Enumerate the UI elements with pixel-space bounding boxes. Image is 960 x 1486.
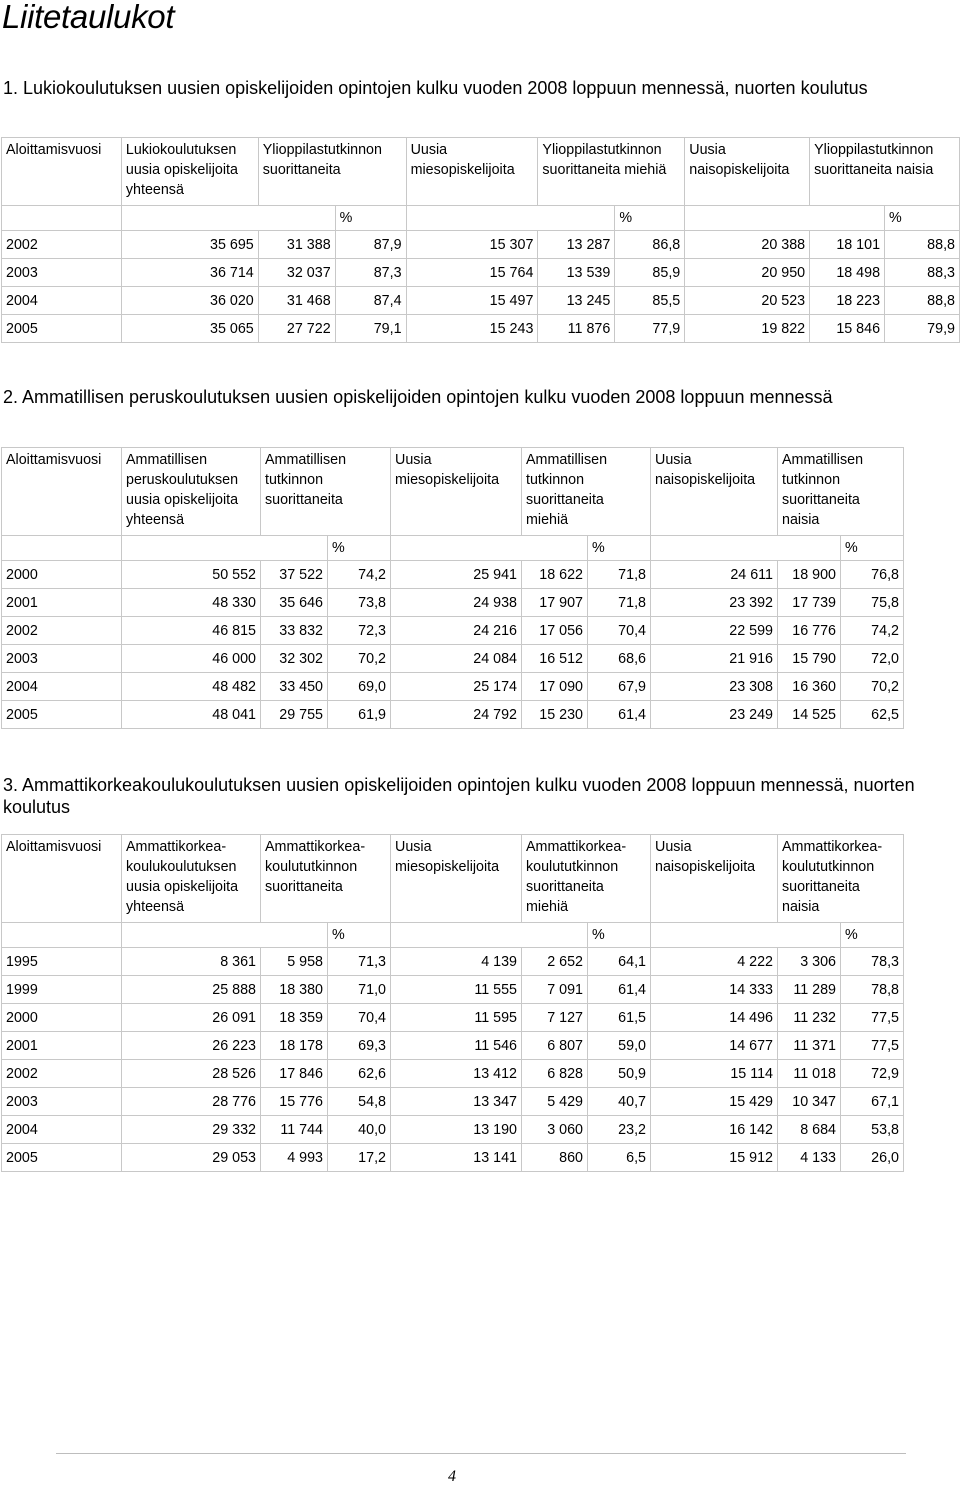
- cell-female-completed: 15 790: [778, 645, 841, 673]
- cell-total-new: 36 714: [121, 259, 258, 287]
- cell-female-new: 14 677: [651, 1032, 778, 1060]
- percent-label: %: [328, 923, 391, 948]
- cell-completed: 31 468: [258, 287, 335, 315]
- cell-year: 2002: [2, 1060, 122, 1088]
- cell-total-new: 48 041: [122, 701, 261, 729]
- cell-male-completed-pct: 40,7: [588, 1088, 651, 1116]
- percent-label: %: [615, 206, 685, 231]
- cell-male-completed: 11 876: [538, 315, 615, 343]
- cell-female-completed-pct: 76,8: [841, 561, 904, 589]
- percent-row-blank: [685, 206, 885, 231]
- cell-year: 2005: [2, 701, 122, 729]
- page-number: 4: [448, 1468, 456, 1485]
- cell-female-completed-pct: 88,8: [885, 287, 960, 315]
- cell-completed-pct: 87,3: [335, 259, 406, 287]
- table-2-title: 2. Ammatillisen peruskoulutuksen uusien opiskelijoiden opintojen kulku vuoden 2008 loppuun mennessä: [3, 387, 833, 407]
- cell-female-new: 14 333: [651, 976, 778, 1004]
- cell-male-new: 11 555: [391, 976, 522, 1004]
- header-female-new: Uusia naisopiskelijoita: [651, 448, 778, 536]
- cell-female-completed: 10 347: [778, 1088, 841, 1116]
- percent-label: %: [841, 923, 904, 948]
- cell-completed-pct: 71,0: [328, 976, 391, 1004]
- header-year: Aloittamisvuosi: [2, 138, 122, 206]
- cell-female-completed-pct: 77,5: [841, 1032, 904, 1060]
- cell-male-completed: 6 828: [522, 1060, 588, 1088]
- cell-female-completed-pct: 88,3: [885, 259, 960, 287]
- percent-row-blank: [391, 923, 588, 948]
- cell-female-completed: 18 900: [778, 561, 841, 589]
- header-completed: Ylioppilastutkinnon suorittaneita: [258, 138, 406, 206]
- cell-completed: 32 037: [258, 259, 335, 287]
- cell-year: 2002: [2, 617, 122, 645]
- percent-row-blank: [122, 923, 328, 948]
- cell-year: 2000: [2, 561, 122, 589]
- cell-total-new: 25 888: [122, 976, 261, 1004]
- cell-completed: 32 302: [261, 645, 328, 673]
- cell-male-completed-pct: 23,2: [588, 1116, 651, 1144]
- cell-female-new: 20 388: [685, 231, 810, 259]
- table-row: [2, 673, 904, 701]
- cell-female-completed-pct: 75,8: [841, 589, 904, 617]
- cell-male-new: 15 243: [406, 315, 538, 343]
- cell-male-completed: 13 287: [538, 231, 615, 259]
- cell-total-new: 8 361: [122, 948, 261, 976]
- percent-row-blank: [2, 536, 122, 561]
- cell-completed: 35 646: [261, 589, 328, 617]
- cell-year: 2002: [2, 231, 122, 259]
- header-total-new: Lukiokoulutuksen uusia opiskelijoita yhteensä: [121, 138, 258, 206]
- cell-male-new: 11 546: [391, 1032, 522, 1060]
- table-row: [2, 701, 904, 729]
- header-female-completed: Ammatillisen tutkinnon suorittaneita naisia: [778, 448, 904, 536]
- cell-completed-pct: 79,1: [335, 315, 406, 343]
- percent-label: %: [588, 536, 651, 561]
- cell-total-new: 28 526: [122, 1060, 261, 1088]
- cell-male-completed-pct: 70,4: [588, 617, 651, 645]
- cell-female-completed: 18 223: [810, 287, 885, 315]
- cell-year: 2000: [2, 1004, 122, 1032]
- percent-label: %: [335, 206, 406, 231]
- header-male-completed: Ammatillisen tutkinnon suorittaneita miehiä: [522, 448, 651, 536]
- cell-total-new: 48 482: [122, 673, 261, 701]
- cell-completed: 18 359: [261, 1004, 328, 1032]
- cell-year: 2004: [2, 673, 122, 701]
- percent-label: %: [841, 536, 904, 561]
- cell-year: 2003: [2, 1088, 122, 1116]
- cell-female-new: 15 912: [651, 1144, 778, 1172]
- cell-year: 1999: [2, 976, 122, 1004]
- cell-completed: 4 993: [261, 1144, 328, 1172]
- cell-year: 2004: [2, 287, 122, 315]
- percent-row-blank: [651, 536, 841, 561]
- table-row: [2, 1116, 904, 1144]
- cell-total-new: 35 065: [121, 315, 258, 343]
- cell-year: 2004: [2, 1116, 122, 1144]
- cell-male-completed: 7 127: [522, 1004, 588, 1032]
- cell-year: 2005: [2, 1144, 122, 1172]
- cell-completed-pct: 74,2: [328, 561, 391, 589]
- cell-male-completed-pct: 68,6: [588, 645, 651, 673]
- cell-female-completed: 17 739: [778, 589, 841, 617]
- cell-male-new: 15 497: [406, 287, 538, 315]
- percent-label: %: [885, 206, 960, 231]
- cell-total-new: 46 000: [122, 645, 261, 673]
- cell-female-completed: 16 776: [778, 617, 841, 645]
- cell-female-completed-pct: 79,9: [885, 315, 960, 343]
- cell-male-new: 13 347: [391, 1088, 522, 1116]
- cell-male-completed-pct: 61,5: [588, 1004, 651, 1032]
- cell-male-new: 24 792: [391, 701, 522, 729]
- cell-male-completed: 16 512: [522, 645, 588, 673]
- cell-completed: 18 380: [261, 976, 328, 1004]
- cell-male-completed-pct: 64,1: [588, 948, 651, 976]
- cell-completed-pct: 17,2: [328, 1144, 391, 1172]
- cell-male-completed-pct: 85,9: [615, 259, 685, 287]
- cell-male-completed: 13 245: [538, 287, 615, 315]
- cell-female-completed-pct: 62,5: [841, 701, 904, 729]
- percent-row-blank: [2, 923, 122, 948]
- cell-female-completed-pct: 72,9: [841, 1060, 904, 1088]
- cell-completed-pct: 71,3: [328, 948, 391, 976]
- cell-completed: 33 450: [261, 673, 328, 701]
- header-female-new: Uusia naisopiskelijoita: [651, 835, 778, 923]
- cell-male-completed-pct: 71,8: [588, 589, 651, 617]
- cell-female-new: 15 429: [651, 1088, 778, 1116]
- cell-female-new: 20 950: [685, 259, 810, 287]
- cell-female-completed: 11 232: [778, 1004, 841, 1032]
- cell-male-completed: 6 807: [522, 1032, 588, 1060]
- header-male-completed: Ylioppilastutkinnon suorittaneita miehiä: [538, 138, 685, 206]
- cell-female-new: 14 496: [651, 1004, 778, 1032]
- cell-male-completed: 3 060: [522, 1116, 588, 1144]
- header-male-new: Uusia miesopiskelijoita: [391, 835, 522, 923]
- header-male-new: Uusia miesopiskelijoita: [391, 448, 522, 536]
- cell-female-completed: 3 306: [778, 948, 841, 976]
- table-row: [2, 1004, 904, 1032]
- cell-female-completed-pct: 53,8: [841, 1116, 904, 1144]
- cell-male-new: 24 216: [391, 617, 522, 645]
- cell-total-new: 26 091: [122, 1004, 261, 1032]
- cell-male-new: 24 938: [391, 589, 522, 617]
- header-completed: Ammattikorkea-koulututkinnon suorittaneita: [261, 835, 391, 923]
- table-1-title: 1. Lukiokoulutuksen uusien opiskelijoiden opintojen kulku vuoden 2008 loppuun mennessä, nuorten koulutus: [3, 78, 868, 98]
- cell-completed: 11 744: [261, 1116, 328, 1144]
- cell-completed-pct: 73,8: [328, 589, 391, 617]
- cell-completed: 18 178: [261, 1032, 328, 1060]
- cell-total-new: 48 330: [122, 589, 261, 617]
- cell-female-new: 4 222: [651, 948, 778, 976]
- cell-completed: 5 958: [261, 948, 328, 976]
- cell-female-new: 21 916: [651, 645, 778, 673]
- footer-divider: [56, 1453, 906, 1454]
- cell-male-completed-pct: 67,9: [588, 673, 651, 701]
- cell-female-new: 24 611: [651, 561, 778, 589]
- table-row: [2, 976, 904, 1004]
- cell-female-new: 22 599: [651, 617, 778, 645]
- percent-row-blank: [406, 206, 615, 231]
- cell-completed-pct: 70,2: [328, 645, 391, 673]
- cell-female-new: 23 392: [651, 589, 778, 617]
- table-row: [2, 259, 960, 287]
- cell-male-new: 25 174: [391, 673, 522, 701]
- cell-male-new: 15 307: [406, 231, 538, 259]
- cell-female-new: 15 114: [651, 1060, 778, 1088]
- cell-completed-pct: 54,8: [328, 1088, 391, 1116]
- cell-male-completed-pct: 61,4: [588, 976, 651, 1004]
- cell-female-new: 19 822: [685, 315, 810, 343]
- cell-male-completed: 860: [522, 1144, 588, 1172]
- cell-male-completed-pct: 86,8: [615, 231, 685, 259]
- cell-year: 2003: [2, 645, 122, 673]
- table-3: [1, 834, 904, 1172]
- cell-completed: 37 522: [261, 561, 328, 589]
- cell-female-completed: 15 846: [810, 315, 885, 343]
- cell-female-completed-pct: 67,1: [841, 1088, 904, 1116]
- page-title: Liitetaulukot: [2, 0, 175, 35]
- header-completed: Ammatillisen tutkinnon suorittaneita: [261, 448, 391, 536]
- cell-completed-pct: 62,6: [328, 1060, 391, 1088]
- cell-male-new: 4 139: [391, 948, 522, 976]
- cell-male-new: 11 595: [391, 1004, 522, 1032]
- cell-completed: 33 832: [261, 617, 328, 645]
- cell-completed: 29 755: [261, 701, 328, 729]
- table-1: [1, 137, 960, 343]
- cell-male-completed: 7 091: [522, 976, 588, 1004]
- cell-male-completed-pct: 77,9: [615, 315, 685, 343]
- header-year: Aloittamisvuosi: [2, 448, 122, 536]
- cell-male-completed-pct: 59,0: [588, 1032, 651, 1060]
- cell-female-completed-pct: 72,0: [841, 645, 904, 673]
- cell-female-completed-pct: 70,2: [841, 673, 904, 701]
- cell-completed-pct: 61,9: [328, 701, 391, 729]
- table-row: [2, 589, 904, 617]
- cell-female-completed-pct: 77,5: [841, 1004, 904, 1032]
- header-male-completed: Ammattikorkea-koulututkinnon suorittaneita miehiä: [522, 835, 651, 923]
- cell-male-new: 13 190: [391, 1116, 522, 1144]
- percent-label: %: [328, 536, 391, 561]
- header-year: Aloittamisvuosi: [2, 835, 122, 923]
- cell-female-new: 23 308: [651, 673, 778, 701]
- cell-year: 2001: [2, 1032, 122, 1060]
- cell-female-completed: 14 525: [778, 701, 841, 729]
- table-row: [2, 948, 904, 976]
- cell-male-completed-pct: 71,8: [588, 561, 651, 589]
- cell-male-new: 13 141: [391, 1144, 522, 1172]
- cell-female-completed: 11 289: [778, 976, 841, 1004]
- cell-completed-pct: 87,9: [335, 231, 406, 259]
- cell-completed: 31 388: [258, 231, 335, 259]
- cell-male-completed: 5 429: [522, 1088, 588, 1116]
- percent-row-blank: [122, 536, 328, 561]
- cell-female-completed-pct: 88,8: [885, 231, 960, 259]
- cell-female-new: 16 142: [651, 1116, 778, 1144]
- cell-completed: 27 722: [258, 315, 335, 343]
- header-female-new: Uusia naisopiskelijoita: [685, 138, 810, 206]
- table-row: [2, 561, 904, 589]
- cell-completed-pct: 87,4: [335, 287, 406, 315]
- cell-total-new: 29 332: [122, 1116, 261, 1144]
- cell-male-completed-pct: 61,4: [588, 701, 651, 729]
- cell-male-completed: 17 056: [522, 617, 588, 645]
- cell-male-new: 25 941: [391, 561, 522, 589]
- table-row: [2, 617, 904, 645]
- cell-total-new: 50 552: [122, 561, 261, 589]
- cell-total-new: 35 695: [121, 231, 258, 259]
- table-row: [2, 315, 960, 343]
- cell-completed: 17 846: [261, 1060, 328, 1088]
- cell-female-completed: 8 684: [778, 1116, 841, 1144]
- cell-female-completed: 18 498: [810, 259, 885, 287]
- table-row: [2, 1032, 904, 1060]
- table-row: [2, 287, 960, 315]
- cell-year: 2001: [2, 589, 122, 617]
- cell-completed-pct: 72,3: [328, 617, 391, 645]
- cell-male-completed-pct: 85,5: [615, 287, 685, 315]
- table-3-title: 3. Ammattikorkeakoulukoulutuksen uusien opiskelijoiden opintojen kulku vuoden 2008 loppuun mennessä, nuorten koulutus: [3, 775, 915, 817]
- cell-male-completed: 18 622: [522, 561, 588, 589]
- cell-total-new: 28 776: [122, 1088, 261, 1116]
- cell-male-new: 15 764: [406, 259, 538, 287]
- header-female-completed: Ylioppilastutkinnon suorittaneita naisia: [810, 138, 960, 206]
- cell-female-new: 20 523: [685, 287, 810, 315]
- table-row: [2, 1144, 904, 1172]
- table-row: [2, 231, 960, 259]
- percent-label: %: [588, 923, 651, 948]
- table-row: [2, 1060, 904, 1088]
- header-male-new: Uusia miesopiskelijoita: [406, 138, 538, 206]
- percent-row-blank: [651, 923, 841, 948]
- cell-completed-pct: 70,4: [328, 1004, 391, 1032]
- percent-row-blank: [2, 206, 122, 231]
- cell-total-new: 26 223: [122, 1032, 261, 1060]
- cell-completed-pct: 69,3: [328, 1032, 391, 1060]
- cell-male-completed: 13 539: [538, 259, 615, 287]
- table-2: [1, 447, 904, 729]
- cell-male-completed-pct: 6,5: [588, 1144, 651, 1172]
- cell-total-new: 46 815: [122, 617, 261, 645]
- header-total-new: Ammattikorkea-koulukoulutuksen uusia opiskelijoita yhteensä: [122, 835, 261, 923]
- cell-year: 2003: [2, 259, 122, 287]
- table-row: [2, 1088, 904, 1116]
- cell-female-completed: 4 133: [778, 1144, 841, 1172]
- cell-completed-pct: 40,0: [328, 1116, 391, 1144]
- cell-female-completed: 11 371: [778, 1032, 841, 1060]
- cell-female-completed-pct: 26,0: [841, 1144, 904, 1172]
- cell-female-completed-pct: 78,8: [841, 976, 904, 1004]
- cell-female-completed-pct: 74,2: [841, 617, 904, 645]
- cell-female-new: 23 249: [651, 701, 778, 729]
- cell-male-completed: 2 652: [522, 948, 588, 976]
- cell-completed-pct: 69,0: [328, 673, 391, 701]
- cell-total-new: 36 020: [121, 287, 258, 315]
- cell-female-completed: 11 018: [778, 1060, 841, 1088]
- header-female-completed: Ammattikorkea-koulututkinnon suorittaneita naisia: [778, 835, 904, 923]
- cell-female-completed-pct: 78,3: [841, 948, 904, 976]
- cell-male-new: 24 084: [391, 645, 522, 673]
- cell-male-completed: 17 907: [522, 589, 588, 617]
- cell-female-completed: 16 360: [778, 673, 841, 701]
- cell-year: 2005: [2, 315, 122, 343]
- cell-male-new: 13 412: [391, 1060, 522, 1088]
- header-total-new: Ammatillisen peruskoulutuksen uusia opiskelijoita yhteensä: [122, 448, 261, 536]
- cell-male-completed: 17 090: [522, 673, 588, 701]
- cell-female-completed: 18 101: [810, 231, 885, 259]
- cell-year: 1995: [2, 948, 122, 976]
- cell-male-completed: 15 230: [522, 701, 588, 729]
- percent-row-blank: [391, 536, 588, 561]
- cell-completed: 15 776: [261, 1088, 328, 1116]
- percent-row-blank: [121, 206, 335, 231]
- table-row: [2, 645, 904, 673]
- cell-male-completed-pct: 50,9: [588, 1060, 651, 1088]
- cell-total-new: 29 053: [122, 1144, 261, 1172]
